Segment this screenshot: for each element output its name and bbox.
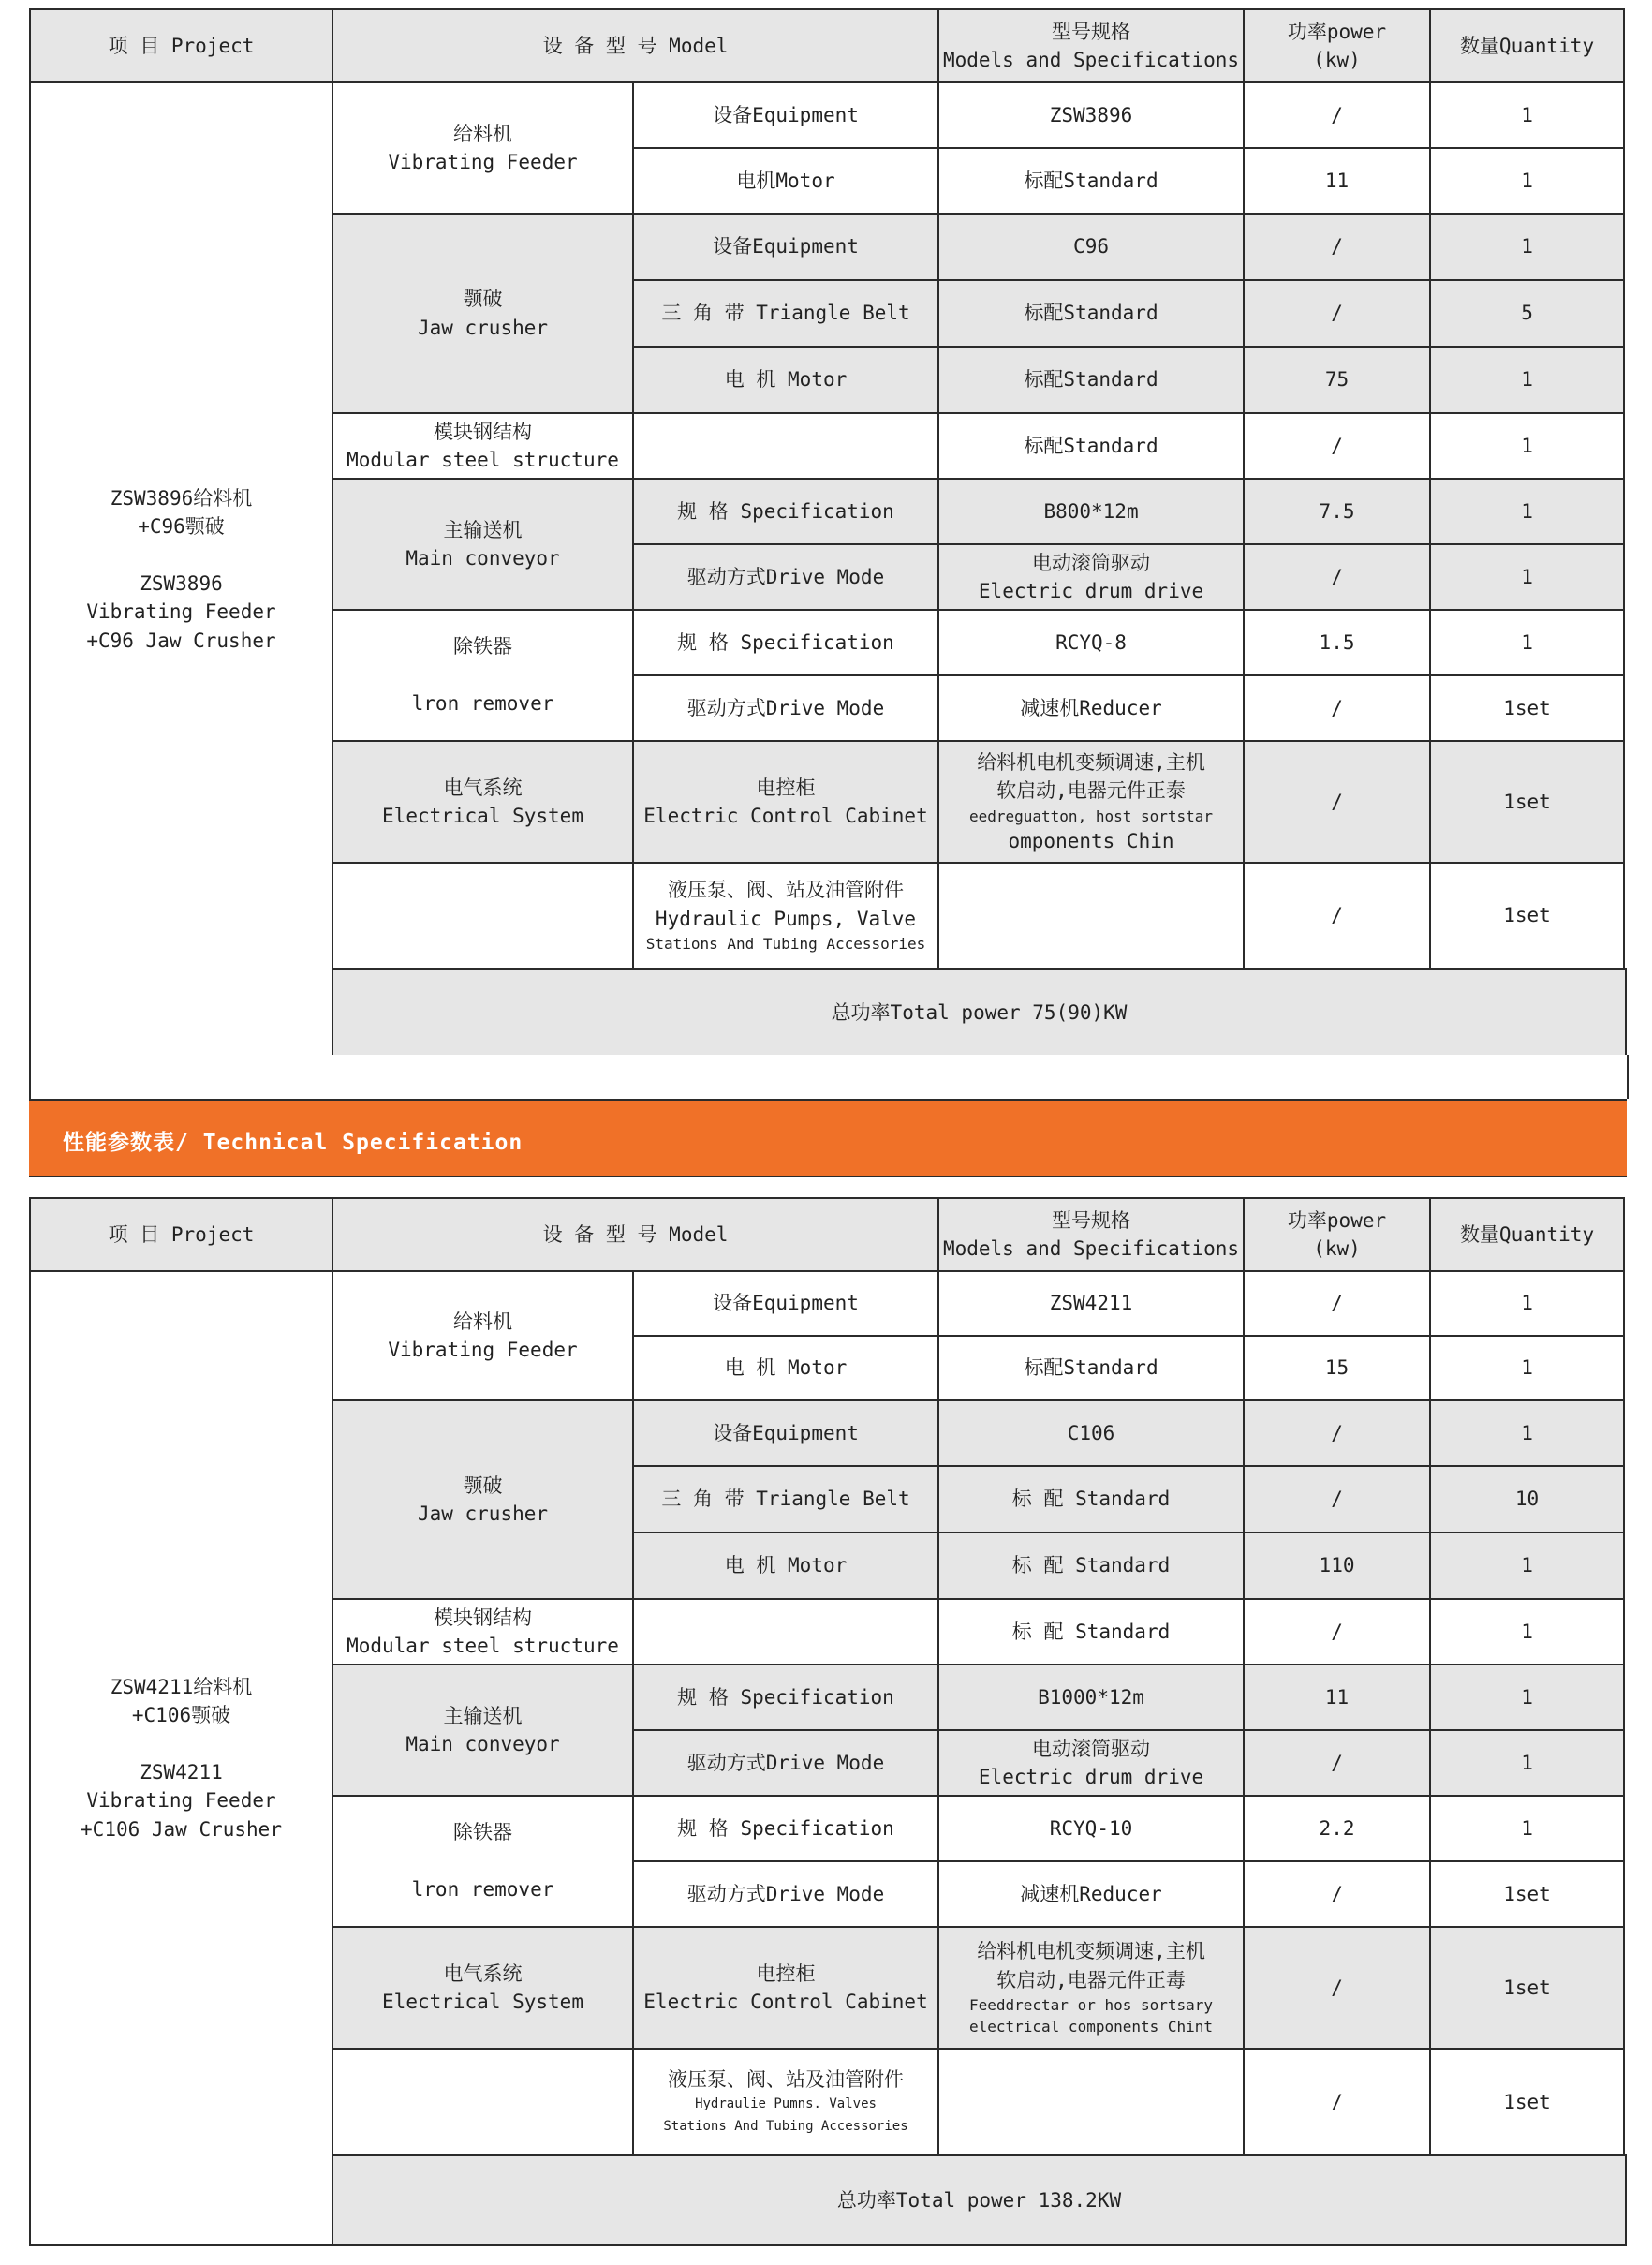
item-cell: 规 格 Specification — [633, 1665, 938, 1730]
spec-cell: 标配Standard — [938, 148, 1244, 214]
spec-cell: 给料机电机变频调速,主机 软启动,电器元件正泰 eedreguatton, host sortstar omponents Chin — [938, 741, 1244, 863]
category-iron-remover: 除铁器 lron remover — [332, 1796, 633, 1927]
item-cell: 规 格 Specification — [633, 1796, 938, 1861]
spec-cell: 标配Standard — [938, 1336, 1244, 1400]
power-cell: / — [1244, 1927, 1430, 2049]
category-empty — [332, 2049, 633, 2155]
qty-cell: 1 — [1430, 1796, 1624, 1861]
header-project: 项 目 Project — [30, 9, 332, 82]
total-power: 总功率Total power 138.2KW — [332, 2155, 1626, 2245]
item-cell: 驱动方式Drive Mode — [633, 544, 938, 610]
category-modular: 模块钢结构 Modular steel structure — [332, 1599, 633, 1665]
qty-cell: 1set — [1430, 1927, 1624, 2049]
item-cell: 液压泵、阀、站及油管附件 Hydraulic Pumps, Valve Stations And Tubing Accessories — [633, 863, 938, 969]
power-cell: / — [1244, 1599, 1430, 1665]
qty-cell: 1 — [1430, 1400, 1624, 1466]
item-cell: 三 角 带 Triangle Belt — [633, 280, 938, 347]
category-conveyor: 主输送机 Main conveyor — [332, 1665, 633, 1796]
item-cell: 液压泵、阀、站及油管附件 Hydraulie Pumns. Valves Stations And Tubing Accessories — [633, 2049, 938, 2155]
spec-table-1 — [29, 8, 1627, 1058]
item-cell: 电机Motor — [633, 148, 938, 214]
category-modular: 模块钢结构 Modular steel structure — [332, 413, 633, 479]
header-power: 功率power (kw) — [1244, 1198, 1430, 1271]
item-cell: 设备Equipment — [633, 1400, 938, 1466]
project-cell: ZSW3896给料机 +C96颚破 ZSW3896 Vibrating Feeder +C96 Jaw Crusher — [30, 82, 332, 1057]
total-power: 总功率Total power 75(90)KW — [332, 969, 1626, 1057]
item-cell: 电 机 Motor — [633, 1336, 938, 1400]
category-electrical: 电气系统 Electrical System — [332, 1927, 633, 2049]
power-cell: / — [1244, 214, 1430, 280]
power-cell: 11 — [1244, 148, 1430, 214]
item-cell — [633, 413, 938, 479]
power-cell: 7.5 — [1244, 479, 1430, 544]
item-cell: 电 机 Motor — [633, 1532, 938, 1599]
item-cell: 规 格 Specification — [633, 479, 938, 544]
power-cell: / — [1244, 544, 1430, 610]
power-cell: / — [1244, 863, 1430, 969]
power-cell: / — [1244, 82, 1430, 148]
spec-cell: RCYQ-8 — [938, 610, 1244, 675]
spec-cell: 标 配 Standard — [938, 1466, 1244, 1532]
qty-cell: 1set — [1430, 2049, 1624, 2155]
spec-cell: C106 — [938, 1400, 1244, 1466]
spec-cell: B800*12m — [938, 479, 1244, 544]
header-model: 设 备 型 号 Model — [332, 1198, 938, 1271]
spec-cell: 减速机Reducer — [938, 1861, 1244, 1927]
qty-cell: 1 — [1430, 1730, 1624, 1796]
qty-cell: 1 — [1430, 1665, 1624, 1730]
spec-cell: ZSW4211 — [938, 1271, 1244, 1336]
item-cell: 设备Equipment — [633, 82, 938, 148]
spec-cell: B1000*12m — [938, 1665, 1244, 1730]
item-cell — [633, 1599, 938, 1665]
banner-title: 性能参数表/ Technical Specification — [63, 1131, 524, 1155]
table-header-row — [30, 1198, 1626, 1271]
spec-cell: 标 配 Standard — [938, 1599, 1244, 1665]
item-cell: 规 格 Specification — [633, 610, 938, 675]
power-cell: / — [1244, 1466, 1430, 1532]
qty-cell: 1set — [1430, 863, 1624, 969]
qty-cell: 1 — [1430, 148, 1624, 214]
spec-cell: 电动滚筒驱动 Electric drum drive — [938, 1730, 1244, 1796]
power-cell: 1.5 — [1244, 610, 1430, 675]
header-power: 功率power (kw) — [1244, 9, 1430, 82]
spec-cell: 减速机Reducer — [938, 675, 1244, 741]
qty-cell: 1 — [1430, 413, 1624, 479]
spec-cell: 电动滚筒驱动 Electric drum drive — [938, 544, 1244, 610]
qty-cell: 1set — [1430, 675, 1624, 741]
qty-cell: 1 — [1430, 1336, 1624, 1400]
spec-cell: 标 配 Standard — [938, 1532, 1244, 1599]
section-banner — [29, 1099, 1627, 1177]
item-cell: 电 机 Motor — [633, 347, 938, 413]
header-spec: 型号规格 Models and Specifications — [938, 9, 1244, 82]
power-cell: / — [1244, 2049, 1430, 2155]
header-model: 设 备 型 号 Model — [332, 9, 938, 82]
header-quantity: 数量Quantity — [1430, 9, 1624, 82]
spec-cell: RCYQ-10 — [938, 1796, 1244, 1861]
project-cell: ZSW4211给料机 +C106颚破 ZSW4211 Vibrating Feeder +C106 Jaw Crusher — [30, 1271, 332, 2245]
qty-cell: 5 — [1430, 280, 1624, 347]
power-cell: / — [1244, 675, 1430, 741]
category-iron-remover: 除铁器 lron remover — [332, 610, 633, 741]
spec-cell — [938, 2049, 1244, 2155]
item-cell: 电控柜 Electric Control Cabinet — [633, 1927, 938, 2049]
item-cell: 三 角 带 Triangle Belt — [633, 1466, 938, 1532]
power-cell: / — [1244, 1730, 1430, 1796]
category-jaw: 颚破 Jaw crusher — [332, 214, 633, 413]
item-cell: 驱动方式Drive Mode — [633, 675, 938, 741]
header-spec: 型号规格 Models and Specifications — [938, 1198, 1244, 1271]
item-cell: 设备Equipment — [633, 1271, 938, 1336]
qty-cell: 1 — [1430, 214, 1624, 280]
item-cell: 驱动方式Drive Mode — [633, 1861, 938, 1927]
qty-cell: 1set — [1430, 741, 1624, 863]
qty-cell: 10 — [1430, 1466, 1624, 1532]
category-conveyor: 主输送机 Main conveyor — [332, 479, 633, 610]
power-cell: 2.2 — [1244, 1796, 1430, 1861]
header-quantity: 数量Quantity — [1430, 1198, 1624, 1271]
power-cell: / — [1244, 1400, 1430, 1466]
power-cell: / — [1244, 1271, 1430, 1336]
category-jaw: 颚破 Jaw crusher — [332, 1400, 633, 1599]
qty-cell: 1 — [1430, 1532, 1624, 1599]
spec-cell — [938, 863, 1244, 969]
spec-cell: 给料机电机变频调速,主机 软启动,电器元件正毒 Feeddrectar or hos sortsary electrical components Chint — [938, 1927, 1244, 2049]
power-cell: / — [1244, 741, 1430, 863]
power-cell: 110 — [1244, 1532, 1430, 1599]
qty-cell: 1 — [1430, 1599, 1624, 1665]
table-spacer — [29, 1055, 1629, 1099]
qty-cell: 1 — [1430, 479, 1624, 544]
category-empty — [332, 863, 633, 969]
table-header-row — [30, 9, 1626, 82]
spec-cell: 标配Standard — [938, 280, 1244, 347]
category-feeder: 给料机 Vibrating Feeder — [332, 1271, 633, 1400]
qty-cell: 1 — [1430, 610, 1624, 675]
spec-cell: C96 — [938, 214, 1244, 280]
qty-cell: 1 — [1430, 544, 1624, 610]
item-cell: 电控柜 Electric Control Cabinet — [633, 741, 938, 863]
power-cell: / — [1244, 1861, 1430, 1927]
table-row — [30, 1271, 1626, 1336]
qty-cell: 1 — [1430, 1271, 1624, 1336]
power-cell: 15 — [1244, 1336, 1430, 1400]
category-feeder: 给料机 Vibrating Feeder — [332, 82, 633, 214]
spec-cell: ZSW3896 — [938, 82, 1244, 148]
qty-cell: 1 — [1430, 82, 1624, 148]
spec-table-2 — [29, 1197, 1627, 2246]
item-cell: 设备Equipment — [633, 214, 938, 280]
item-cell: 驱动方式Drive Mode — [633, 1730, 938, 1796]
power-cell: / — [1244, 413, 1430, 479]
qty-cell: 1 — [1430, 347, 1624, 413]
power-cell: 11 — [1244, 1665, 1430, 1730]
power-cell: 75 — [1244, 347, 1430, 413]
table-row — [30, 82, 1626, 148]
spec-cell: 标配Standard — [938, 347, 1244, 413]
power-cell: / — [1244, 280, 1430, 347]
header-project: 项 目 Project — [30, 1198, 332, 1271]
category-electrical: 电气系统 Electrical System — [332, 741, 633, 863]
qty-cell: 1set — [1430, 1861, 1624, 1927]
spec-cell: 标配Standard — [938, 413, 1244, 479]
